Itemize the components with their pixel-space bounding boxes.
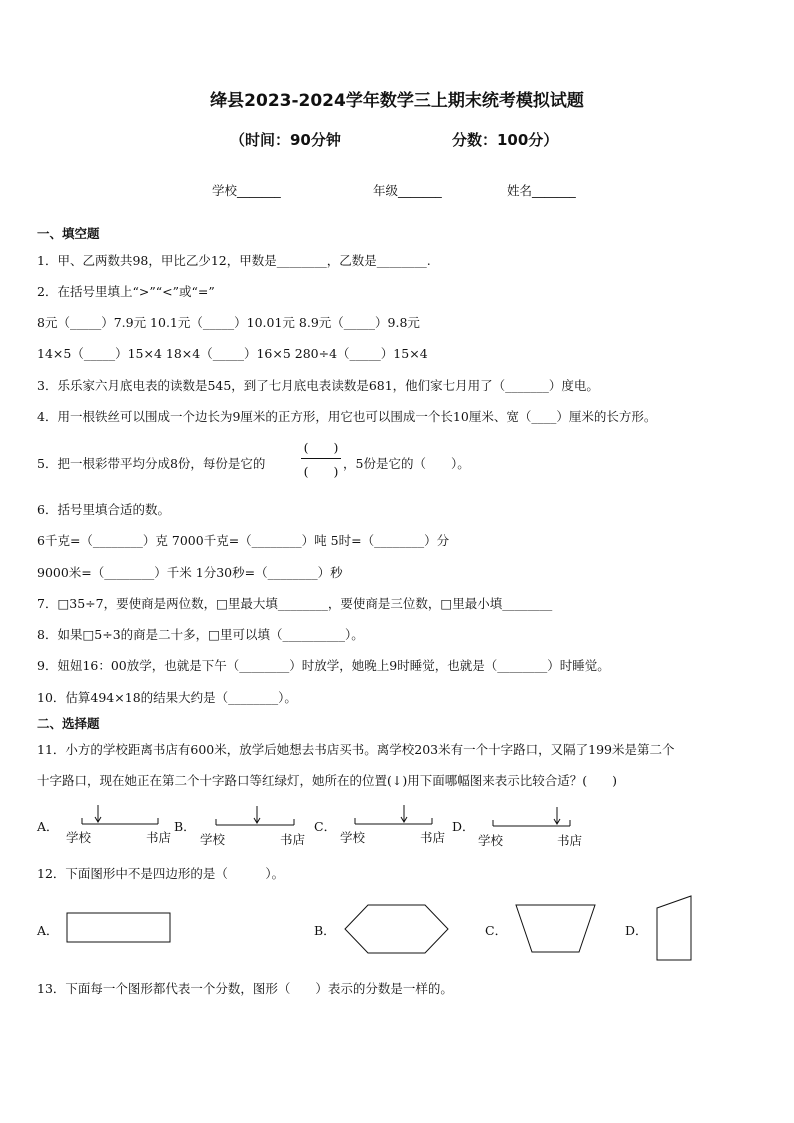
question-12: 12．下面图形中不是四边形的是（ ）。 xyxy=(37,866,285,881)
q11-option-a-bookstore: 书店 xyxy=(146,830,172,845)
q11-option-c-bookstore: 书店 xyxy=(420,830,446,845)
question-5-part-1: 5．把一根彩带平均分成8份，每份是它的 xyxy=(37,456,266,471)
q11-option-a-letter: A． xyxy=(37,819,59,834)
grade-field: 年级_______ xyxy=(373,183,442,198)
section-heading-fill: 一、填空题 xyxy=(37,226,100,241)
q12-option-b-letter: B． xyxy=(314,923,336,938)
exam-score: 分数：100分） xyxy=(452,131,559,149)
section-heading-choice: 二、选择题 xyxy=(37,716,100,731)
question-5-part-2: ，5份是它的（ ）。 xyxy=(343,456,470,471)
question-6: 6．括号里填合适的数。 xyxy=(37,502,170,517)
question-8: 8．如果□5÷3的商是二十多，□里可以填（__________）。 xyxy=(37,627,364,642)
q11-option-d-school: 学校 xyxy=(478,833,504,848)
question-7: 7．□35÷7，要使商是两位数，□里最大填________，要使商是三位数，□里最小填________ xyxy=(37,596,553,611)
question-6-row-1: 6千克=（________）克 7000千克=（________）吨 5时=（________）分 xyxy=(37,533,450,548)
q12-option-a-letter: A． xyxy=(37,923,59,938)
question-11-line-2: 十字路口，现在她正在第二个十字路口等红绿灯，她所在的位置(↓)用下面哪幅图来表示比较合适？( ) xyxy=(37,773,617,788)
question-11-line-1: 11．小方的学校距离书店有600米，放学后她想去书店买书。离学校203米有一个十字路口，又隔了199米是第二个 xyxy=(37,742,675,757)
q11-option-b-bookstore: 书店 xyxy=(280,832,306,847)
q11-option-b-letter: B． xyxy=(174,819,196,834)
name-field: 姓名_______ xyxy=(507,183,576,198)
fraction-numerator: ( ) xyxy=(303,440,339,455)
question-13: 13．下面每一个图形都代表一个分数，图形（ ）表示的分数是一样的。 xyxy=(37,981,453,996)
q12-option-c-letter: C． xyxy=(485,923,508,938)
question-2-row-1: 8元（_____）7.9元 10.1元（_____）10.01元 8.9元（_____）9.8元 xyxy=(37,315,420,330)
q11-option-d-bookstore: 书店 xyxy=(557,833,583,848)
exam-time: （时间：90分钟 xyxy=(230,131,341,149)
question-2-row-2: 14×5（_____）15×4 18×4（_____）16×5 280÷4（_____）15×4 xyxy=(37,346,428,361)
question-1: 1．甲、乙两数共98，甲比乙少12，甲数是________，乙数是________. xyxy=(37,253,431,268)
q11-option-d-letter: D． xyxy=(452,819,475,834)
q11-option-c-school: 学校 xyxy=(340,830,366,845)
question-4: 4．用一根铁丝可以围成一个边长为9厘米的正方形，用它也可以围成一个长10厘米、宽（____）厘米的长方形。 xyxy=(37,409,657,424)
page-title: 绛县2023-2024学年数学三上期末统考模拟试题 xyxy=(210,91,584,111)
fraction-denominator: ( ) xyxy=(303,464,339,479)
question-6-row-2: 9000米=（________）千米 1分30秒=（________）秒 xyxy=(37,565,343,580)
q11-option-c-letter: C． xyxy=(314,819,337,834)
q12-option-d-letter: D． xyxy=(625,923,648,938)
question-2: 2．在括号里填上“>”“<”或“=” xyxy=(37,284,215,299)
school-field: 学校_______ xyxy=(212,183,281,198)
q11-option-b-school: 学校 xyxy=(200,832,226,847)
question-9: 9．妞妞16：00放学，也就是下午（________）时放学，她晚上9时睡觉，也就是（________）时睡觉。 xyxy=(37,658,610,673)
question-10: 10．估算494×18的结果大约是（________）。 xyxy=(37,690,297,705)
question-3: 3．乐乐家六月底电表的读数是545，到了七月底电表读数是681，他们家七月用了（_______）度电。 xyxy=(37,378,599,393)
q11-option-a-school: 学校 xyxy=(66,830,92,845)
